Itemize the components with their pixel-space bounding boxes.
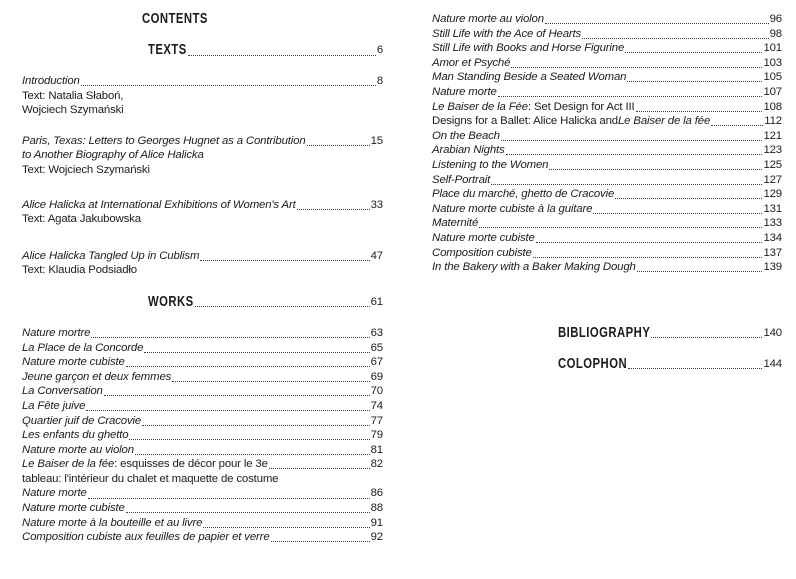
dot-leader xyxy=(126,512,370,513)
page-number: 63 xyxy=(370,326,383,339)
page-number: 70 xyxy=(370,385,383,398)
continuation-text: Text: Natalia Słaboń, xyxy=(22,89,124,102)
dot-leader xyxy=(188,55,376,56)
toc-entry-row xyxy=(432,260,782,275)
toc-entry-row xyxy=(432,143,782,158)
page-number: 74 xyxy=(370,399,383,412)
entry-title-segment: Nature morte à la bouteille et au livre xyxy=(22,516,203,529)
entry-title-segment: Paris, Texas: Letters to Georges Hugnet as a Contribution xyxy=(22,134,306,147)
page-number: 108 xyxy=(763,100,782,113)
toc-entry-row xyxy=(432,202,782,217)
dot-leader xyxy=(200,260,369,261)
page-number: 131 xyxy=(763,202,782,215)
dot-leader xyxy=(628,368,762,369)
entry-title-segment: In the Bakery with a Baker Making Dough xyxy=(432,261,636,274)
dot-leader xyxy=(491,184,762,185)
dot-leader xyxy=(203,527,369,528)
page-number: 127 xyxy=(763,173,782,186)
toc-entry-row xyxy=(22,530,383,545)
entry-title-segment: Le Baiser de la fée xyxy=(22,458,115,471)
entry-title-segment: Nature morte au violon xyxy=(432,13,544,25)
page-number: 105 xyxy=(763,71,782,84)
toc-entry-row xyxy=(432,114,782,129)
entry-title-segment: Man Standing Beside a Seated Woman xyxy=(432,71,627,84)
continuation-text: Text: Klaudia Podsiadło xyxy=(22,264,137,277)
entry-title-segment: Composition cubiste aux feuilles de papier et verre xyxy=(22,531,270,544)
left-column xyxy=(22,12,383,579)
entry-title-segment: Maternité xyxy=(432,217,479,230)
dot-leader xyxy=(545,23,769,24)
page-number: 112 xyxy=(764,115,782,128)
page-number: 121 xyxy=(763,129,782,142)
entry-title-segment: La Fête juive xyxy=(22,399,86,412)
page-number: 15 xyxy=(370,134,383,147)
continuation-text: tableau: l'intérieur du chalet et maquette de costume xyxy=(22,472,279,485)
dot-leader xyxy=(501,140,763,141)
toc-entry-row xyxy=(22,341,383,356)
toc-entry-row xyxy=(22,457,383,472)
page-number: 47 xyxy=(370,249,383,262)
dot-leader xyxy=(651,337,762,338)
entry-title-segment: La Place de la Concorde xyxy=(22,341,144,354)
page-number: 6 xyxy=(376,44,383,56)
entry-title-segment: Le Baiser de la Fée xyxy=(432,100,528,113)
dot-leader xyxy=(135,454,370,455)
toc-entry-row xyxy=(22,74,383,89)
continuation-row xyxy=(22,472,383,487)
continuation-row xyxy=(22,89,383,104)
section-heading-row xyxy=(22,43,383,58)
entry-title-segment: Le Baiser de la fée xyxy=(618,115,711,128)
entry-title-segment: : Set Design for Act III xyxy=(527,100,635,113)
entry-title-segment: Alice Halicka at International Exhibitions of Women's Art xyxy=(22,198,296,211)
dot-leader xyxy=(86,410,369,411)
page-number: 125 xyxy=(763,158,782,171)
entry-title-segment: Composition cubiste xyxy=(432,246,532,259)
entry-title-segment: Nature mortre xyxy=(22,326,91,339)
dot-leader xyxy=(104,395,370,396)
page-number: 81 xyxy=(370,443,383,456)
dot-leader xyxy=(627,81,762,82)
dot-leader xyxy=(172,381,369,382)
dot-leader xyxy=(636,111,763,112)
dot-leader xyxy=(91,337,369,338)
page-number: 107 xyxy=(763,85,782,98)
entry-title-segment: Amor et Psyché xyxy=(432,56,511,69)
page-number: 140 xyxy=(763,326,782,339)
entry-title-segment: Nature morte cubiste à la guitare xyxy=(432,202,593,215)
entry-title-segment: Still Life with Books and Horse Figurine xyxy=(432,42,625,55)
page-number: 8 xyxy=(376,75,383,87)
continuation-row xyxy=(22,148,383,163)
continuation-text: Text: Wojciech Szymański xyxy=(22,163,150,176)
entry-title-segment: Designs for a Ballet: Alice Halicka and xyxy=(432,115,618,128)
entry-title-segment: Quartier juif de Cracovie xyxy=(22,414,142,427)
entry-title-segment: Arabian Nights xyxy=(432,144,505,157)
entry-title-segment: Nature morte au violon xyxy=(22,443,134,456)
page-number: 86 xyxy=(370,487,383,500)
dot-leader xyxy=(271,541,370,542)
toc-entry-row xyxy=(22,355,383,370)
page-number: 92 xyxy=(370,531,383,544)
toc-entry-row xyxy=(432,246,782,261)
continuation-row xyxy=(22,212,383,227)
continuation-row xyxy=(22,163,383,178)
page-number: 82 xyxy=(370,458,383,471)
entry-title-segment: Nature morte cubiste xyxy=(432,231,535,244)
toc-entry-row xyxy=(22,134,383,149)
section-heading-row xyxy=(432,326,782,341)
toc-entry-row xyxy=(432,70,782,85)
toc-entry-row xyxy=(22,326,383,341)
continuation-row xyxy=(22,103,383,118)
toc-entry-row xyxy=(22,443,383,458)
toc-entry-row xyxy=(22,399,383,414)
page-number: 88 xyxy=(370,502,383,515)
dot-leader xyxy=(711,125,763,126)
section-heading: TEXTS xyxy=(148,42,187,58)
toc-entry-row xyxy=(22,501,383,516)
entry-title-segment: : esquisses de décor pour le 3e xyxy=(114,458,268,471)
page-number: 67 xyxy=(370,356,383,369)
toc-entry-row xyxy=(432,216,782,231)
section-heading: COLOPHON xyxy=(558,355,628,372)
entry-title-segment: Alice Halicka Tangled Up in Cublism xyxy=(22,249,200,262)
toc-entry-row xyxy=(22,516,383,531)
dot-leader xyxy=(533,257,763,258)
dot-leader xyxy=(582,38,769,39)
entry-title-segment: Introduction xyxy=(22,75,80,87)
dot-leader xyxy=(593,213,762,214)
page-number: 123 xyxy=(763,144,782,157)
page-number: 77 xyxy=(370,414,383,427)
page-number: 144 xyxy=(763,357,782,370)
dot-leader xyxy=(142,425,370,426)
toc-entry-row xyxy=(22,249,383,264)
toc-entry-row xyxy=(22,414,383,429)
page-number: 65 xyxy=(370,341,383,354)
page-number: 98 xyxy=(769,27,782,40)
page-number: 91 xyxy=(370,516,383,529)
dot-leader xyxy=(129,439,369,440)
entry-title-segment: Nature morte cubiste xyxy=(22,502,125,515)
section-heading: WORKS xyxy=(148,293,194,310)
right-column xyxy=(432,12,782,579)
section-heading: CONTENTS xyxy=(142,11,208,27)
page-number: 79 xyxy=(370,429,383,442)
toc-entry-row xyxy=(432,41,782,56)
section-heading-row xyxy=(22,295,383,310)
dot-leader xyxy=(506,154,763,155)
page-number: 137 xyxy=(763,246,782,259)
dot-leader xyxy=(88,498,370,499)
dot-leader xyxy=(479,227,762,228)
toc-entry-row xyxy=(432,187,782,202)
page-number: 139 xyxy=(763,261,782,274)
continuation-text: Text: Agata Jakubowska xyxy=(22,213,141,226)
dot-leader xyxy=(498,96,763,97)
dot-leader xyxy=(536,242,763,243)
page-number: 69 xyxy=(370,370,383,383)
page-number: 33 xyxy=(370,198,383,211)
toc-entry-row xyxy=(22,370,383,385)
dot-leader xyxy=(637,271,763,272)
page-number: 129 xyxy=(763,188,782,201)
page-number: 101 xyxy=(763,42,782,55)
entry-title-segment: Nature morte xyxy=(432,85,497,98)
dot-leader xyxy=(549,169,762,170)
toc-entry-row xyxy=(432,129,782,144)
dot-leader xyxy=(307,145,370,146)
entry-title-segment: Nature morte cubiste xyxy=(22,356,125,369)
entry-title-segment: Les enfants du ghetto xyxy=(22,429,129,442)
page-number: 61 xyxy=(370,295,383,308)
section-heading-row xyxy=(22,12,383,27)
entry-title-segment: Listening to the Women xyxy=(432,158,549,171)
toc-entry-row xyxy=(432,173,782,188)
dot-leader xyxy=(195,306,370,307)
entry-title-segment: Nature morte xyxy=(22,487,87,500)
continuation-row xyxy=(22,263,383,278)
page-number: 134 xyxy=(763,231,782,244)
toc-entry-row xyxy=(22,486,383,501)
dot-leader xyxy=(269,468,370,469)
toc-entry-row xyxy=(22,428,383,443)
dot-leader xyxy=(511,67,762,68)
toc-entry-row xyxy=(432,100,782,115)
entry-title-segment: On the Beach xyxy=(432,129,500,142)
dot-leader xyxy=(144,352,369,353)
page-number: 96 xyxy=(769,13,782,25)
toc-entry-row xyxy=(432,27,782,42)
dot-leader xyxy=(126,366,370,367)
toc-entry-row xyxy=(432,231,782,246)
page-number: 103 xyxy=(763,56,782,69)
section-heading: BIBLIOGRAPHY xyxy=(558,324,651,341)
toc-entry-row xyxy=(22,198,383,213)
toc-entry-row xyxy=(432,85,782,100)
continuation-text: to Another Biography of Alice Halicka xyxy=(22,149,204,162)
dot-leader xyxy=(81,85,376,86)
toc-entry-row xyxy=(432,12,782,27)
dot-leader xyxy=(625,52,762,53)
toc-entry-row xyxy=(432,158,782,173)
entry-title-segment: La Conversation xyxy=(22,385,103,398)
page-number: 133 xyxy=(763,217,782,230)
entry-title-segment: Self-Portrait xyxy=(432,173,491,186)
continuation-text: Wojciech Szymański xyxy=(22,104,124,117)
toc-entry-row xyxy=(22,384,383,399)
entry-title-segment: Jeune garçon et deux femmes xyxy=(22,370,172,383)
entry-title-segment: Place du marché, ghetto de Cracovie xyxy=(432,188,615,201)
entry-title-segment: Still Life with the Ace of Hearts xyxy=(432,27,582,40)
toc-entry-row xyxy=(432,56,782,71)
dot-leader xyxy=(615,198,762,199)
dot-leader xyxy=(297,209,370,210)
section-heading-row xyxy=(432,357,782,372)
